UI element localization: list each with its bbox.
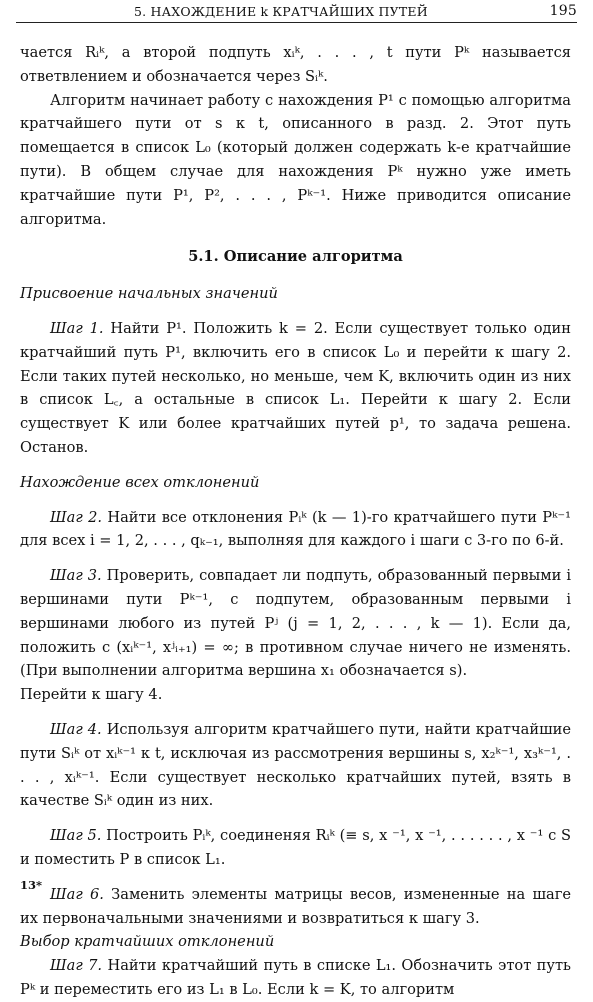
step-6: [20, 883, 571, 931]
step-7-text: Найти кратчайший путь в списке L₁. Обозначить этот путь Pᵏ и переместить его из L₁ в L₀. Если k = K, то алгоритм: [20, 957, 571, 998]
step-2-label: Шаг 2.: [50, 508, 103, 526]
paragraph-algorithm-intro: Алгоритм начинает работу с нахождения P¹ с помощью алгоритма кратчайшего пути от s к t, описанного в разд. 2. Этот путь помещается в список L₀ (который должен содержать k-е кратчайшие пути). В общем случае для нахождения Pᵏ нужно уже иметь кратчайшие пути P¹, P², . . . , Pᵏ⁻¹. Ниже приводится описание алгоритма.: [20, 91, 571, 228]
subsection-shortest-deviations: Выбор кратчайших отклонений: [20, 933, 275, 951]
step-6-label: Шаг 6.: [50, 885, 104, 903]
page-body: [20, 41, 571, 1002]
step-5-text: Построить Pᵢᵏ, соединеняя Rᵢᵏ (≡ s, x ⁻¹, x ⁻¹, . . . . . . , x ⁻¹ c S и поместить P в список L₁.: [20, 827, 572, 868]
step-3-tail: Перейти к шагу 4.: [20, 686, 163, 704]
paragraph-continuation: чается Rᵢᵏ, а второй подпуть xᵢᵏ, . . . , t пути Pᵏ называется ответвлением и обозначается через Sᵢᵏ.: [20, 44, 571, 85]
step-1-label: Шаг 1.: [50, 319, 104, 337]
step-5-label: Шаг 5.: [50, 827, 102, 845]
step-5: [20, 824, 571, 872]
running-header: [16, 2, 577, 23]
header-title: 5. НАХОЖДЕНИЕ k КРАТЧАЙШИХ ПУТЕЙ: [134, 4, 428, 19]
step-4-text: Используя алгоритм кратчайшего пути, найти кратчайшие пути Sᵢᵏ от xᵢᵏ⁻¹ к t, исключая из рассмотрения вершины s, x₂ᵏ⁻¹, x₃ᵏ⁻¹, . . . , xᵢᵏ⁻¹. Если существует несколько кратчайших путей, взять в качестве Sᵢᵏ один из них.: [20, 720, 572, 810]
step-3-label: Шаг 3.: [50, 567, 102, 585]
step-3: [20, 564, 571, 683]
signature-mark: 13*: [20, 878, 43, 892]
subsection-initial-values: Присвоение начальных значений: [20, 285, 278, 303]
step-1-text: Найти P¹. Положить k = 2. Если существует только один кратчайший путь P¹, включить его в список L₀ и перейти к шагу 2. Если таких путей несколько, но меньше, чем K, включить один из них в список L꜀, а остальные в список L₁. Перейти к шагу 2. Если существует K или более кратчайших путей p¹, то задача решена. Останов.: [20, 319, 571, 456]
step-6-text: Заменить элементы матрицы весов, измененные на шаге их первоначальными значениями и возвратиться к шагу 3.: [20, 885, 571, 927]
step-3-text: Проверить, совпадает ли подпуть, образованный первыми i вершинами пути Pᵏ⁻¹, с подпутем, образованным первыми i вершинами любого из путей Pʲ (j = 1, 2, . . . , k — 1). Если да, положить c (xᵢᵏ⁻¹, xʲᵢ₊₁) = ∞; в противном случае ничего не изменять. (При выполнении алгоритма вершина x₁ обозначается s).: [20, 567, 571, 680]
step-7-label: Шаг 7.: [50, 957, 103, 975]
step-4: [20, 718, 571, 813]
step-7: [20, 954, 571, 1002]
step-2-text: Найти все отклонения Pᵢᵏ (k — 1)-го кратчайшего пути Pᵏ⁻¹ для всех i = 1, 2, . . . , qₖ₋₁, выполняя для каждого i шаги с 3-го по 6-й.: [20, 508, 571, 550]
step-2: [20, 506, 571, 554]
step-4-label: Шаг 4.: [50, 720, 102, 738]
subsection-deviations: Нахождение всех отклонений: [20, 473, 260, 491]
step-1: [20, 317, 571, 460]
section-heading: 5.1. Описание алгоритма: [188, 248, 403, 266]
page-number: 195: [549, 3, 577, 19]
